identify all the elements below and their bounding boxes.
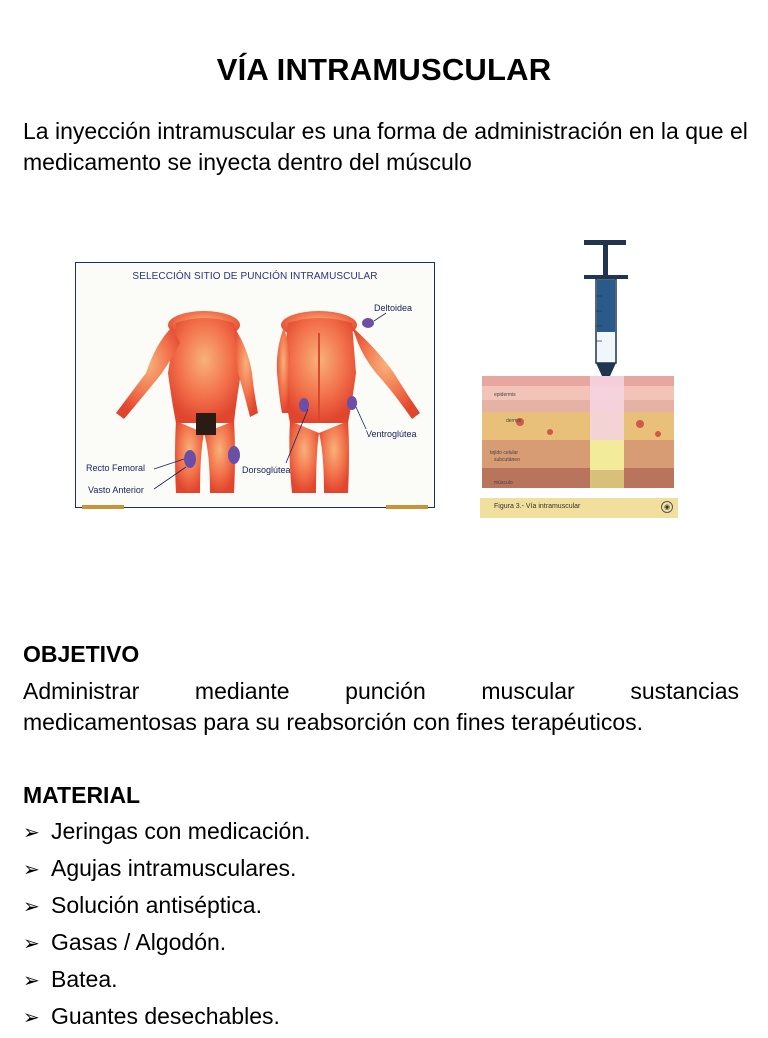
bullet-arrow-icon: ➢ [23, 822, 40, 844]
intro-paragraph: La inyección intramuscular es una forma de administración en la que el medicamento se inyecta dentro del músculo [23, 118, 748, 175]
objective-text [23, 676, 739, 738]
list-item: ➢ Batea. [23, 964, 311, 1001]
objective-line-2: medicamentosas para su reabsorción con fines terapéuticos. [23, 709, 644, 735]
figure1-footer-bar-right [386, 505, 428, 509]
bullet-arrow-icon: ➢ [23, 1007, 40, 1029]
figure1-footer-bar-left [82, 505, 124, 509]
label-deltoidea: Deltoidea [374, 303, 413, 313]
deltoid-site-marker [362, 318, 374, 328]
figure2-caption-bar [480, 498, 678, 518]
label-recto-femoral: Recto Femoral [86, 463, 146, 473]
syringe-diagram [480, 236, 678, 518]
list-item: ➢ Solución antiséptica. [23, 890, 311, 927]
info-icon: ◉ [661, 501, 673, 513]
figure2-caption: Figura 3.- Vía intramuscular [494, 503, 581, 510]
label-vasto-anterior: Vasto Anterior [88, 485, 144, 495]
bullet-arrow-icon: ➢ [23, 896, 40, 918]
injection-sites-figure [75, 262, 435, 508]
page-title: VÍA INTRAMUSCULAR [216, 52, 552, 87]
rectus-femoris-site-marker [184, 450, 196, 468]
list-item: ➢ Guantes desechables. [23, 1001, 311, 1038]
material-list [23, 816, 311, 1038]
layer-label-tejido-1: tejido celular [490, 450, 519, 456]
bullet-arrow-icon: ➢ [23, 933, 40, 955]
label-dorsoglutea: Dorsoglútea [242, 465, 291, 475]
layer-label-epidermis: epidermis [494, 392, 516, 398]
material-heading: MATERIAL [23, 782, 141, 808]
layer-label-tejido-2: subcutáneo [494, 457, 520, 463]
label-ventroglutea: Ventroglútea [366, 429, 417, 439]
objective-line-1: Administrar mediante punción muscular sustancias [23, 678, 739, 704]
figure1-title: SELECCIÓN SITIO DE PUNCIÓN INTRAMUSCULAR [132, 271, 378, 282]
list-item: ➢ Gasas / Algodón. [23, 927, 311, 964]
bullet-arrow-icon: ➢ [23, 970, 40, 992]
list-item: ➢ Jeringas con medicación. [23, 816, 311, 853]
ventrogluteal-site-marker [347, 396, 357, 410]
objective-heading: OBJETIVO [23, 641, 140, 667]
layer-label-musculo: músculo [494, 480, 513, 486]
layer-label-dermis: dermis [506, 418, 522, 424]
bullet-arrow-icon: ➢ [23, 859, 40, 881]
vastus-site-marker [228, 446, 240, 464]
list-item: ➢ Agujas intramusculares. [23, 853, 311, 890]
